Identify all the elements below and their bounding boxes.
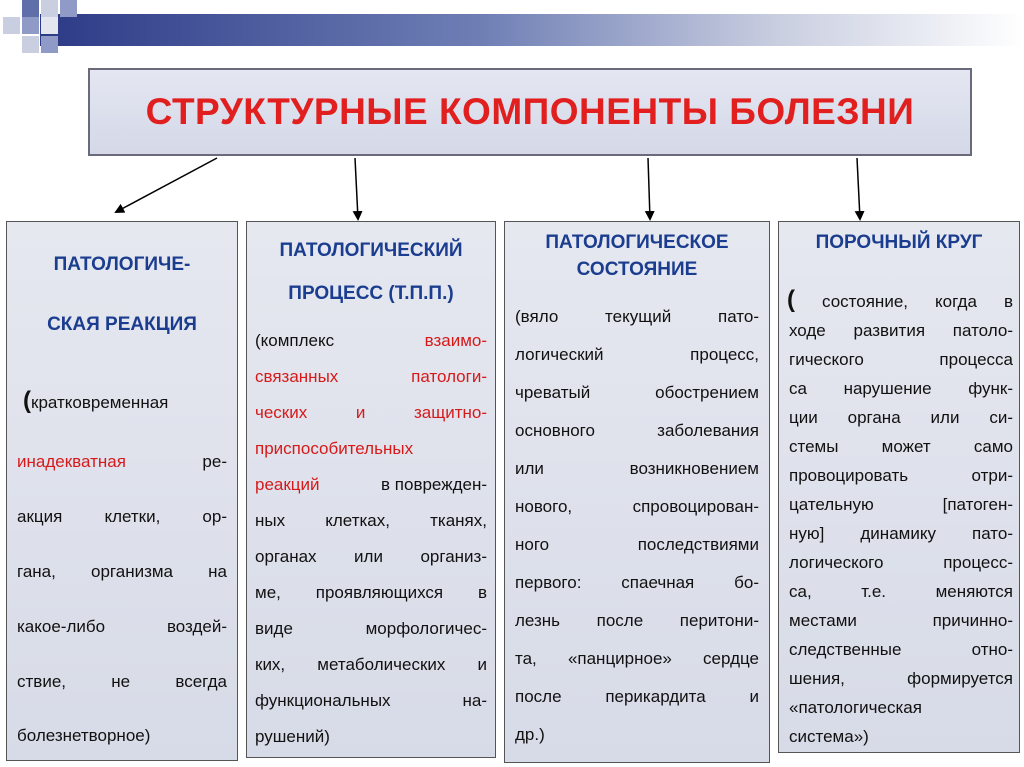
text-line: приспособительных bbox=[255, 439, 414, 458]
text-line: цательную [патоген- bbox=[789, 495, 1013, 514]
arrow-to-vicious-circle bbox=[857, 158, 860, 219]
text-line: следственные отно- bbox=[789, 640, 1013, 659]
text-line: ме, проявляющихся в bbox=[255, 583, 487, 602]
column-pathological-state bbox=[504, 221, 770, 763]
text-line: ( состояние, когда в bbox=[787, 286, 1013, 313]
column-heading: СКАЯ РЕАКЦИЯ bbox=[47, 314, 197, 335]
text-line: ( кратковременная bbox=[23, 387, 169, 414]
text-line: виде морфологичес- bbox=[255, 619, 487, 638]
text-line: акция клетки, ор- bbox=[17, 507, 227, 526]
text-line: какое-либо воздей- bbox=[17, 617, 227, 636]
text-line: лезнь после перитони- bbox=[515, 611, 759, 630]
text-line: стемы может само bbox=[789, 437, 1013, 456]
text-line: др.) bbox=[515, 725, 545, 744]
column-heading: ПРОЦЕСС (Т.П.П.) bbox=[288, 283, 454, 304]
text-line: ных клетках, тканях, bbox=[255, 511, 487, 530]
column-heading: ПАТОЛОГИЧЕ- bbox=[53, 254, 191, 275]
text-line: ких, метаболических и bbox=[255, 655, 487, 674]
text-line: (комплекс взаимо- bbox=[255, 331, 487, 350]
text-line: логического процесс- bbox=[789, 553, 1013, 572]
text-line: «патологическая bbox=[789, 698, 922, 717]
text-line: чреватый обострением bbox=[515, 383, 759, 402]
text-line: гического процесса bbox=[789, 350, 1013, 369]
text-line: ную] динамику пато- bbox=[789, 524, 1013, 543]
text-line: са, т.е. меняются bbox=[789, 582, 1013, 601]
text-line: или возникновением bbox=[515, 459, 759, 478]
text-line: основного заболевания bbox=[515, 421, 759, 440]
text-line: логический процесс, bbox=[515, 345, 759, 364]
text-line: ходе развития патоло- bbox=[789, 321, 1013, 340]
text-line: провоцировать отри- bbox=[789, 466, 1013, 485]
text-line: местами причинно- bbox=[789, 611, 1013, 630]
text-line: са нарушение функ- bbox=[789, 379, 1013, 398]
text-line: болезнетворное) bbox=[17, 726, 151, 745]
column-heading: СОСТОЯНИЕ bbox=[576, 259, 698, 280]
column-heading: ПАТОЛОГИЧЕСКОЕ bbox=[545, 232, 729, 253]
page-title: СТРУКТУРНЫЕ КОМПОНЕНТЫ БОЛЕЗНИ bbox=[145, 91, 915, 132]
text-line: рушений) bbox=[255, 727, 330, 746]
arrow-to-state bbox=[648, 158, 650, 219]
text-line: реакций в поврежден- bbox=[255, 475, 487, 494]
column-pathological-reaction bbox=[6, 221, 238, 761]
text-line: система») bbox=[789, 727, 869, 746]
text-line: функциональных на- bbox=[255, 691, 487, 710]
column-heading: ПОРОЧНЫЙ КРУГ bbox=[815, 232, 983, 253]
text-line: нового, спровоцирован- bbox=[515, 497, 759, 516]
text-line: (вяло текущий пато- bbox=[515, 307, 759, 326]
text-line: гана, организма на bbox=[17, 562, 227, 581]
text-line: ствие, не всегда bbox=[17, 672, 227, 691]
text-line: ного последствиями bbox=[515, 535, 759, 554]
text-line: ции органа или си- bbox=[789, 408, 1013, 427]
column-pathological-process bbox=[246, 221, 496, 758]
text-line: после перикардита и bbox=[515, 687, 759, 706]
text-line: та, «панцирное» сердце bbox=[515, 649, 759, 668]
text-line: органах или организ- bbox=[255, 547, 487, 566]
text-line: ческих и защитно- bbox=[255, 403, 487, 422]
column-heading: ПАТОЛОГИЧЕСКИЙ bbox=[279, 240, 463, 261]
arrow-to-process bbox=[355, 158, 358, 219]
text-line: первого: спаечная бо- bbox=[515, 573, 759, 592]
column-vicious-circle bbox=[778, 221, 1020, 753]
arrow-to-reaction bbox=[116, 158, 217, 212]
text-line: инадекватная ре- bbox=[17, 452, 227, 471]
text-line: связанных патологи- bbox=[255, 367, 487, 386]
text-line: шения, формируется bbox=[789, 669, 1013, 688]
